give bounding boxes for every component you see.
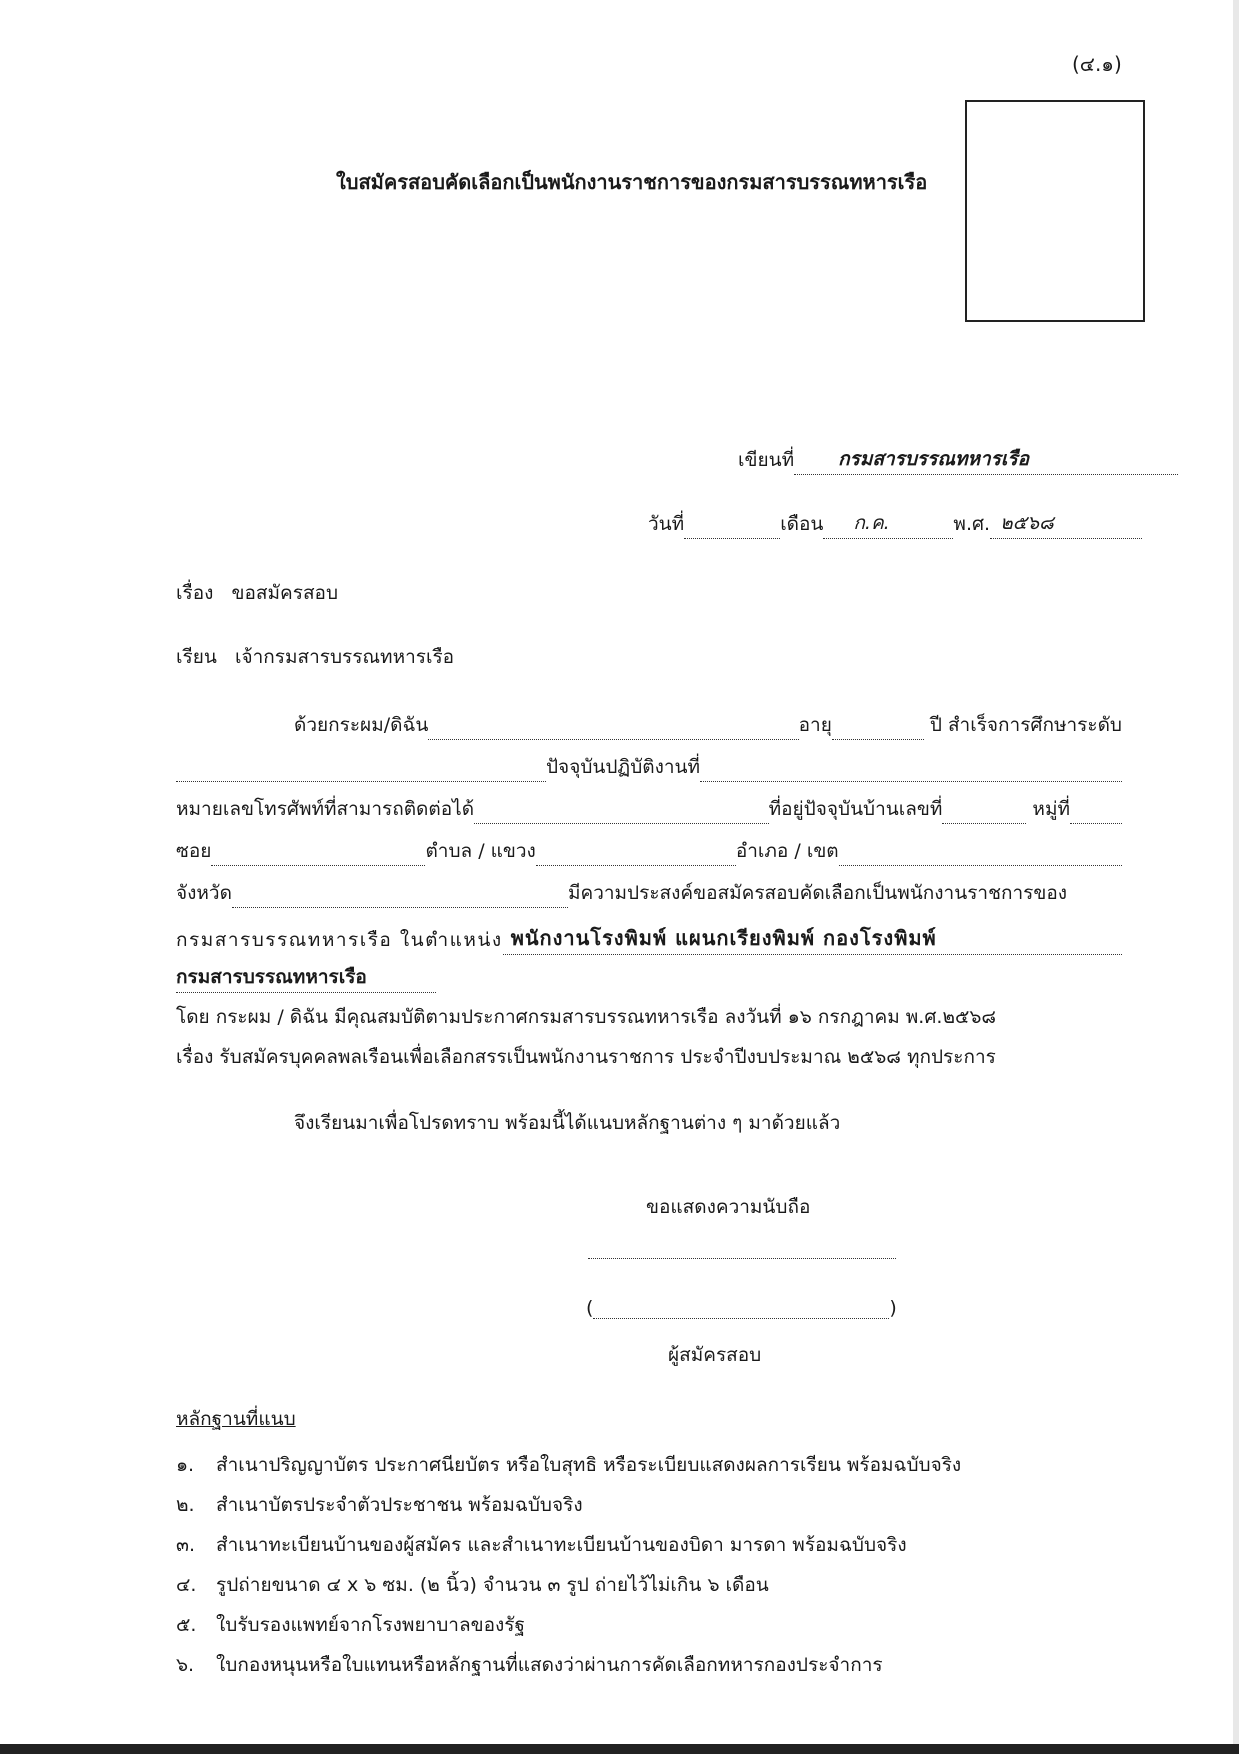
moo-label: หมู่ที่ bbox=[1032, 798, 1070, 820]
item-text: สำเนาปริญญาบัตร ประกาศนียบัตร หรือใบสุทธิ หรือระเบียบแสดงผลการเรียน พร้อมฉบับจริง bbox=[216, 1454, 962, 1476]
position-label: กรมสารบรรณทหารเรือ ในตำแหน่ง bbox=[176, 929, 503, 951]
body-line-1 bbox=[294, 710, 1122, 740]
phone-field[interactable] bbox=[474, 823, 769, 824]
position-field[interactable] bbox=[503, 922, 1122, 955]
item-number: ๒. bbox=[176, 1494, 195, 1516]
body-line-4 bbox=[176, 836, 1122, 866]
subdistrict-field[interactable] bbox=[536, 865, 736, 866]
year-label: พ.ศ. bbox=[953, 513, 991, 535]
printed-name-field[interactable] bbox=[593, 1318, 889, 1319]
write-at-line bbox=[738, 444, 1178, 475]
item-text: สำเนาบัตรประจำตัวประชาชน พร้อมฉบับจริง bbox=[216, 1494, 583, 1516]
body-line-3 bbox=[176, 794, 1122, 824]
attachment-item bbox=[176, 1610, 525, 1640]
body-line-2 bbox=[176, 752, 1122, 782]
house-no-label: ที่อยู่ปัจจุบันบ้านเลขที่ bbox=[768, 798, 943, 820]
month-field[interactable] bbox=[823, 508, 953, 539]
attachment-item bbox=[176, 1530, 907, 1560]
month-label: เดือน bbox=[780, 513, 824, 535]
to-line bbox=[176, 642, 454, 672]
position-value-cont: กรมสารบรรณทหารเรือ bbox=[176, 966, 367, 988]
write-at-label: เขียนที่ bbox=[738, 449, 795, 471]
moo-field[interactable] bbox=[1070, 823, 1122, 824]
to-text: เจ้ากรมสารบรรณทหารเรือ bbox=[234, 646, 455, 668]
age-label: อายุ bbox=[798, 714, 832, 736]
position-value: พนักงานโรงพิมพ์ แผนกเรียงพิมพ์ กองโรงพิมพ์ bbox=[510, 926, 937, 950]
year-field[interactable] bbox=[990, 508, 1142, 539]
item-number: ๖. bbox=[176, 1654, 195, 1676]
write-at-field[interactable] bbox=[794, 444, 1178, 475]
item-text: รูปถ่ายขนาด ๔ x ๖ ซม. (๒ นิ้ว) จำนวน ๓ รูป ถ่ายไว้ไม่เกิน ๖ เดือน bbox=[216, 1574, 769, 1596]
education-label: ปี สำเร็จการศึกษาระดับ bbox=[929, 714, 1122, 736]
body-line-5 bbox=[176, 878, 1122, 908]
age-field[interactable] bbox=[832, 739, 924, 740]
purpose-text: มีความประสงค์ขอสมัครสอบคัดเลือกเป็นพนักงานราชการของ bbox=[567, 882, 1068, 904]
form-code: (๔.๑) bbox=[1072, 52, 1122, 76]
closing-text: จึงเรียนมาเพื่อโปรดทราบ พร้อมนี้ได้แนบหลักฐานต่าง ๆ มาด้วยแล้ว bbox=[294, 1112, 841, 1134]
scan-bottom-edge bbox=[0, 1744, 1239, 1754]
item-text: ใบกองหนุนหรือใบแทนหรือหลักฐานที่แสดงว่าผ่านการคัดเลือกทหารกองประจำการ bbox=[216, 1654, 883, 1676]
item-number: ๑. bbox=[176, 1454, 195, 1476]
date-line bbox=[648, 508, 1142, 539]
paren-open: ( bbox=[586, 1297, 594, 1319]
body-line-6 bbox=[176, 922, 1122, 955]
education-field[interactable] bbox=[176, 781, 546, 782]
item-number: ๔. bbox=[176, 1574, 197, 1596]
name-label: ด้วยกระผม/ดิฉัน bbox=[294, 714, 429, 736]
qualification-line: โดย กระผม / ดิฉัน มีคุณสมบัติตามประกาศกรมสารบรรณทหารเรือ ลงวันที่ ๑๖ กรกฎาคม พ.ศ.๒๕๖๘ bbox=[176, 1006, 997, 1028]
province-field[interactable] bbox=[232, 907, 568, 908]
attachment-item bbox=[176, 1450, 961, 1480]
day-field[interactable] bbox=[684, 538, 780, 539]
signature-field[interactable] bbox=[588, 1258, 896, 1259]
soi-field[interactable] bbox=[211, 865, 425, 866]
announcement-line: เรื่อง รับสมัครบุคคลพลเรือนเพื่อเลือกสรรเป็นพนักงานราชการ ประจำปีงบประมาณ ๒๕๖๘ ทุกประการ bbox=[176, 1046, 996, 1068]
item-number: ๕. bbox=[176, 1614, 197, 1636]
write-at-value: กรมสารบรรณทหารเรือ bbox=[838, 448, 1029, 470]
house-no-field[interactable] bbox=[942, 823, 1026, 824]
district-label: อำเภอ / เขต bbox=[735, 840, 839, 862]
workplace-label: ปัจจุบันปฏิบัติงานที่ bbox=[546, 756, 701, 778]
name-field[interactable] bbox=[428, 739, 798, 740]
item-text: สำเนาทะเบียนบ้านของผู้สมัคร และสำเนาทะเบียนบ้านของบิดา มารดา พร้อมฉบับจริง bbox=[216, 1534, 907, 1556]
subject-text: ขอสมัครสอบ bbox=[231, 582, 339, 604]
item-text: ใบรับรองแพทย์จากโรงพยาบาลของรัฐ bbox=[216, 1614, 525, 1636]
soi-label: ซอย bbox=[176, 840, 212, 862]
position-field-cont[interactable] bbox=[176, 962, 436, 993]
body-line-7 bbox=[176, 962, 436, 993]
attachment-item bbox=[176, 1490, 583, 1520]
photo-box[interactable] bbox=[965, 100, 1145, 322]
district-field[interactable] bbox=[839, 865, 1122, 866]
item-number: ๓. bbox=[176, 1534, 196, 1556]
regards-text: ขอแสดงความนับถือ bbox=[646, 1196, 811, 1218]
attachments-heading: หลักฐานที่แนบ bbox=[176, 1408, 296, 1430]
phone-label: หมายเลขโทรศัพท์ที่สามารถติดต่อได้ bbox=[176, 798, 475, 820]
subdistrict-label: ตำบล / แขวง bbox=[425, 840, 536, 862]
attachment-item bbox=[176, 1570, 769, 1600]
attachment-item bbox=[176, 1650, 883, 1680]
page-edge bbox=[1233, 0, 1239, 1754]
subject-label: เรื่อง bbox=[176, 582, 214, 604]
signature-name-line bbox=[586, 1297, 897, 1319]
province-label: จังหวัด bbox=[176, 882, 232, 904]
day-label: วันที่ bbox=[648, 513, 685, 535]
to-label: เรียน bbox=[176, 646, 217, 668]
applicant-role: ผู้สมัครสอบ bbox=[668, 1344, 762, 1366]
workplace-field[interactable] bbox=[700, 781, 1122, 782]
year-value: ๒๕๖๘ bbox=[1000, 512, 1054, 534]
month-value: ก.ค. bbox=[853, 512, 890, 534]
form-title: ใบสมัครสอบคัดเลือกเป็นพนักงานราชการของกรมสารบรรณทหารเรือ bbox=[336, 170, 928, 194]
paren-close: ) bbox=[889, 1297, 897, 1319]
subject-line bbox=[176, 578, 338, 608]
